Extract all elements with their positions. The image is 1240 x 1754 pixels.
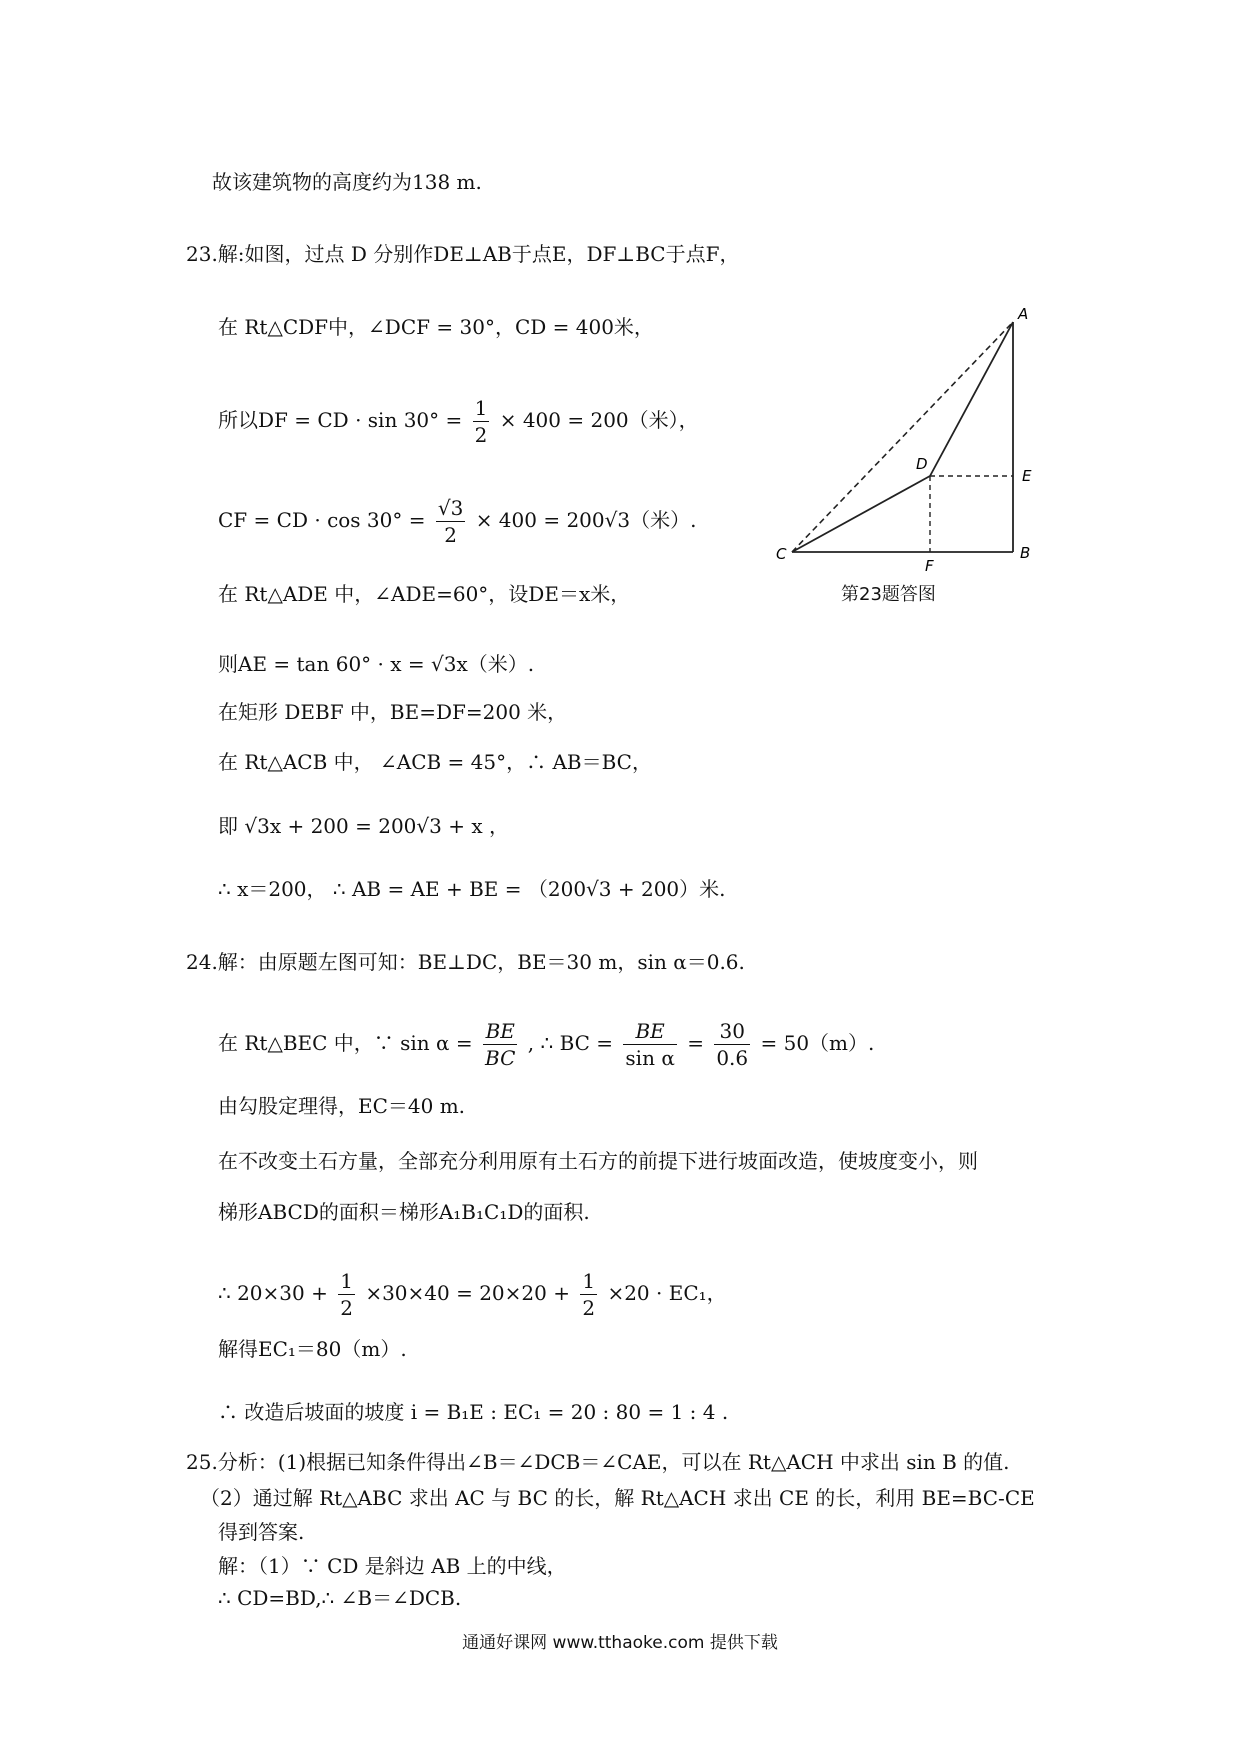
fraction [338,1268,355,1321]
denominator: 2 [340,1296,353,1320]
text-line: 解得EC₁＝80（m）. [218,1337,407,1361]
line-da [930,322,1013,476]
formula-line [218,1268,727,1321]
denominator: 2 [474,423,488,447]
text-line: 在 Rt△ACB 中， ∠ACB = 45°，∴ AB＝BC， [218,750,652,774]
point-label-b: B [1020,544,1031,562]
point-label-c: C [776,545,787,563]
question-24-heading: 24.解：由原题左图可知：BE⊥DC，BE＝30 m，sin α＝0.6. [186,950,745,974]
text-segment: × 400 = 200（米）， [499,408,699,432]
point-label-f: F [925,557,934,575]
text-segment: 所以DF = CD · sin 30° = [218,408,463,432]
text-line: ∴ CD=BD,∴ ∠B＝∠DCB. [218,1586,462,1610]
line-cd [792,476,930,552]
text-segment: × 400 = 200√3（米）. [475,508,697,532]
point-label-e: E [1022,467,1032,485]
numerator: BE [623,1018,676,1045]
text-line: （2）通过解 Rt△ABC 求出 AC 与 BC 的长，解 Rt△ACH 求出 CE 的长，利用 BE=BC-CE [200,1486,1035,1510]
text-segment: 在 Rt△BEC 中，∵ sin α = [218,1031,473,1055]
text-segment: ×20 · EC₁， [607,1281,727,1305]
text-segment: ×30×40 = 20×20 + [365,1281,570,1305]
text-line: 在 Rt△ADE 中，∠ADE=60°，设DE＝x米， [218,582,631,606]
denominator: BC [485,1046,516,1070]
denominator: 0.6 [716,1046,749,1070]
formula-line [218,395,699,448]
denominator: sin α [625,1046,675,1070]
text-line: 则AE = tan 60° · x = √3x（米）. [218,652,535,676]
numerator: √3 [437,496,464,520]
text-segment: = 50（m）. [760,1031,875,1055]
numerator: 30 [714,1018,750,1045]
text-segment: , ∴ BC = [527,1031,614,1055]
text-line: ∴ x＝200， ∴ AB = AE + BE = （200√3 + 200）米. [218,877,726,901]
text-line: 故该建筑物的高度约为138 m. [212,170,482,194]
text-line: 在矩形 DEBF 中，BE=DF=200 米， [218,700,568,724]
text-line: 梯形ABCD的面积＝梯形A₁B₁C₁D的面积. [218,1200,590,1224]
fraction [483,1018,517,1071]
text-segment: ∴ 20×30 + [218,1281,328,1305]
numerator: 1 [340,1269,353,1293]
fraction [714,1018,750,1071]
point-label-d: D [916,455,928,473]
figure-caption: 第23题答图 [841,584,936,605]
text-line: 由勾股定理得，EC＝40 m. [218,1094,466,1118]
fraction [580,1268,597,1321]
point-label-a: A [1018,305,1029,323]
numerator: 1 [582,1269,596,1293]
denominator: 2 [582,1296,596,1320]
text-line: 得到答案. [218,1520,305,1544]
denominator: 2 [444,523,457,547]
text-line: 在 Rt△CDF中，∠DCF = 30°，CD = 400米， [218,315,654,339]
numerator: BE [483,1018,517,1045]
fraction [623,1018,676,1071]
text-line: 即 √3x + 200 = 200√3 + x ， [218,814,509,838]
text-segment: CF = CD · cos 30° = [218,508,426,532]
formula-line [218,1018,874,1071]
question-23-heading: 23.解:如图，过点 D 分别作DE⊥AB于点E，DF⊥BC于点F， [186,242,740,266]
formula-line [218,495,696,548]
text-segment: = [687,1031,704,1055]
question-25-heading: 25.分析：(1)根据已知条件得出∠B＝∠DCB＝∠CAE，可以在 Rt△ACH 中求出 sin B 的值. [186,1450,1010,1474]
text-line: 解：（1）∵ CD 是斜边 AB 上的中线， [218,1554,567,1578]
numerator: 1 [474,396,488,420]
question-23-figure [770,305,1050,575]
line-ca-dashed [792,322,1013,552]
fraction [436,495,465,548]
text-line: ∴ 改造后坡面的坡度 i = B₁E : EC₁ = 20 : 80 = 1 : 4 . [218,1400,729,1424]
fraction [473,395,490,448]
text-line: 在不改变土石方量，全部充分利用原有土石方的前提下进行坡面改造，使坡度变小，则 [218,1149,978,1173]
page-footer: 通通好课网 www.tthaoke.com 提供下载 [462,1633,778,1653]
